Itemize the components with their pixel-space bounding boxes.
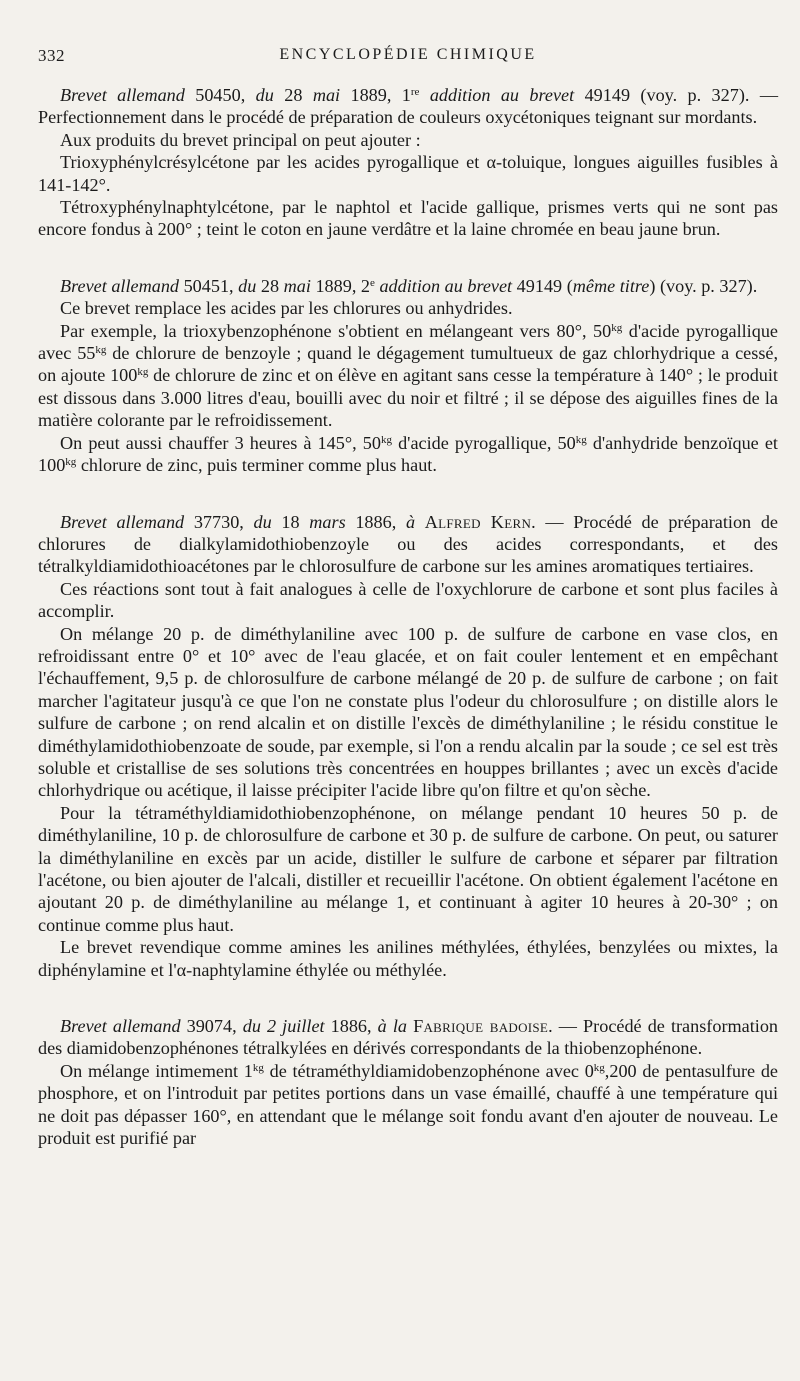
patent-section-39074 [38, 1015, 778, 1149]
heading-italic: du [238, 275, 257, 296]
patent-heading [38, 511, 778, 578]
patent-section-50451 [38, 275, 778, 477]
page-number: 332 [38, 46, 65, 65]
heading-italic: Brevet allemand [60, 1016, 181, 1037]
superscript: kg [95, 344, 107, 357]
heading-italic: à la [377, 1016, 407, 1037]
heading-text: 49149 ( [512, 275, 573, 296]
patent-heading [38, 84, 778, 129]
text-run: de chlorure de zinc et on élève en agitant sans cesse la température à 140° ; le produit est dissous dans 3.000 litres d'eau, bouilli avec du noir et filtré ; il se dépose des aiguilles fines de la matière colorante par le refroidissement. [38, 365, 778, 431]
paragraph: Aux produits du brevet principal on peut ajouter : [60, 129, 421, 150]
superscript: kg [65, 456, 77, 469]
heading-text: . — Procédé de préparation de chlorures de dialkylamidothiobenzoyle ou des acides correspondants, et des tétralkyldiamidothioacétones par le chlorosulfure de carbone sur les amines aromatiques tertiaires. [38, 511, 778, 577]
text-run: On peut aussi chauffer 3 heures à 145°, 50 [60, 432, 381, 453]
superscript: kg [380, 433, 392, 446]
paragraph [38, 320, 778, 432]
heading-text: 1889, 1 [340, 85, 411, 105]
heading-italic: du [253, 511, 272, 532]
heading-italic: addition au brevet [374, 275, 513, 296]
superscript: kg [137, 366, 149, 379]
paragraph [38, 1060, 778, 1150]
heading-text: 1889, 2 [310, 275, 370, 296]
superscript: re [410, 86, 420, 98]
heading-text: 28 [256, 275, 284, 296]
heading-italic: mai [312, 85, 341, 105]
text-run: d'anhydride benzoïque et 100 [38, 432, 778, 476]
paragraph: On mélange 20 p. de diméthylaniline avec 100 p. de sulfure de carbone en vase clos, en refroidissant entre 0° et 10° avec de l'eau glacée, et on fait couler lentement et en empêchant l'échauffement, 9,5 p. de chlorosulfure de carbone mélangé de 20 p. de sulfure de carbone ; on fait marcher l'agitateur jusqu'à ce que l'on ne constate plus l'odeur du chlorosulfure ; on distille alors le sulfure de carbone ; on rend alcalin et on distille l'excès de diméthylaniline ; le résidu constitue le diméthylamidothiobenzoate de soude, par exemple, si l'on a rendu alcalin par la soude ; ce sel est très soluble et cristallise de ses solutions très concentrées en houppes brillantes ; avec un excès d'acide chlorhydrique ou acétique, il laisse précipiter l'acide libre qu'on filtre et qu'on sèche. [38, 623, 778, 801]
heading-text: 50451, [179, 275, 239, 296]
heading-text: 49149 (voy. p. 327). — Perfectionnement dans le procédé de préparation de couleurs oxycétoniques teignant sur mordants. [38, 85, 779, 128]
heading-italic: Brevet allemand [60, 511, 185, 532]
page-body [38, 84, 778, 1183]
paragraph: Tétroxyphénylnaphtylcétone, par le naphtol et l'acide gallique, prismes verts qui ne sont pas encore fondus à 200° ; teint le coton en jaune verdâtre et la laine chromée en beau jaune brun. [38, 197, 778, 240]
paragraph: Trioxyphénylcrésylcétone par les acides pyrogallique et α-toluique, longues aiguilles fusibles à 141-142°. [38, 152, 778, 195]
heading-text: 50450, [184, 85, 256, 105]
heading-text: . — Procédé de transformation des diamidobenzophénones tétralkylées en dérivés correspondants de la thiobenzophénone. [38, 1016, 779, 1059]
patent-heading [38, 1015, 778, 1060]
paragraph: Ce brevet remplace les acides par les chlorures ou anhydrides. [60, 298, 513, 319]
heading-text [415, 512, 425, 532]
text-run: Par exemple, la trioxybenzophénone s'obtient en mélangeant vers 80°, 50 [60, 320, 612, 341]
heading-italic: du 2 juillet [242, 1016, 325, 1037]
heading-italic: Brevet allemand [60, 85, 185, 105]
paragraph: Le brevet revendique comme amines les anilines méthylées, éthylées, benzylées ou mixtes, la diphénylamine et l'α-naphtylamine éthylée ou méthylée. [38, 937, 778, 980]
heading-text: 18 [271, 511, 310, 532]
heading-text: 37730, [184, 511, 254, 532]
heading-text: 28 [273, 85, 313, 105]
heading-italic: du [255, 85, 274, 105]
superscript: kg [252, 1061, 264, 1074]
heading-italic: Brevet allemand [60, 275, 180, 296]
patent-heading [38, 275, 778, 297]
superscript: kg [611, 321, 623, 334]
text-run: d'acide pyrogallique avec 55 [38, 320, 778, 364]
text-run: de tétraméthyldiamidobenzophénone avec 0 [263, 1060, 594, 1081]
text-run: d'acide pyrogallique, 50 [391, 432, 576, 453]
running-title: ENCYCLOPÉDIE CHIMIQUE [279, 46, 537, 63]
assignee-name: Fabrique badoise [413, 1016, 549, 1037]
paragraph: Ces réactions sont tout à fait analogues à celle de l'oxychlorure de carbone et sont plus faciles à accomplir. [38, 578, 778, 622]
heading-italic: mai [283, 275, 311, 296]
text-run: de chlorure de benzoyle ; quand le dégagement tumultueux de gaz chlorhydrique a cessé, on ajoute 100 [38, 343, 779, 386]
heading-italic: addition au brevet [419, 85, 575, 105]
page-header [38, 40, 778, 70]
patent-section-50450 [38, 84, 778, 241]
text-run: On mélange intimement 1 [60, 1060, 253, 1081]
superscript: kg [575, 433, 587, 446]
superscript: e [370, 276, 375, 289]
text-run: chlorure de zinc, puis terminer comme plus haut. [76, 455, 437, 476]
heading-italic: à [405, 511, 416, 532]
patent-section-37730 [38, 511, 778, 982]
assignee-name: Alfred Kern [424, 511, 532, 532]
paragraph: Pour la tétraméthyldiamidothiobenzophénone, on mélange pendant 10 heures 50 p. de diméthylaniline, 10 p. de chlorosulfure de carbone et 30 p. de sulfure de carbone. On peut, ou saturer la diméthylaniline en excès par un acide, distiller le sulfure de carbone et séparer par filtration l'acétone, ou bien ajouter de l'alcali, distiller et recueillir l'acétone. On obtient également l'acétone en ajoutant 20 p. de diméthylaniline au mélange 1, et continuant à agiter 10 heures à 20-30° ; on continue comme plus haut. [38, 802, 778, 935]
heading-italic: mars [309, 511, 346, 532]
heading-text: ) (voy. p. 327). [649, 275, 758, 296]
text-run: ,200 de pentasulfure de phosphore, et on l'introduit par petites portions dans un vase émaillé, chauffé à une température qui ne doit pas dépasser 160°, en attendant que le mélange soit fondu avant d'en ajouter de nouveau. Le produit est purifié par [38, 1060, 778, 1149]
superscript: kg [593, 1061, 605, 1074]
paragraph [38, 432, 778, 477]
heading-text: 1886, [345, 511, 406, 532]
heading-text: 1886, [324, 1016, 378, 1037]
heading-italic: même titre [572, 275, 650, 296]
heading-text: 39074, [180, 1016, 243, 1037]
